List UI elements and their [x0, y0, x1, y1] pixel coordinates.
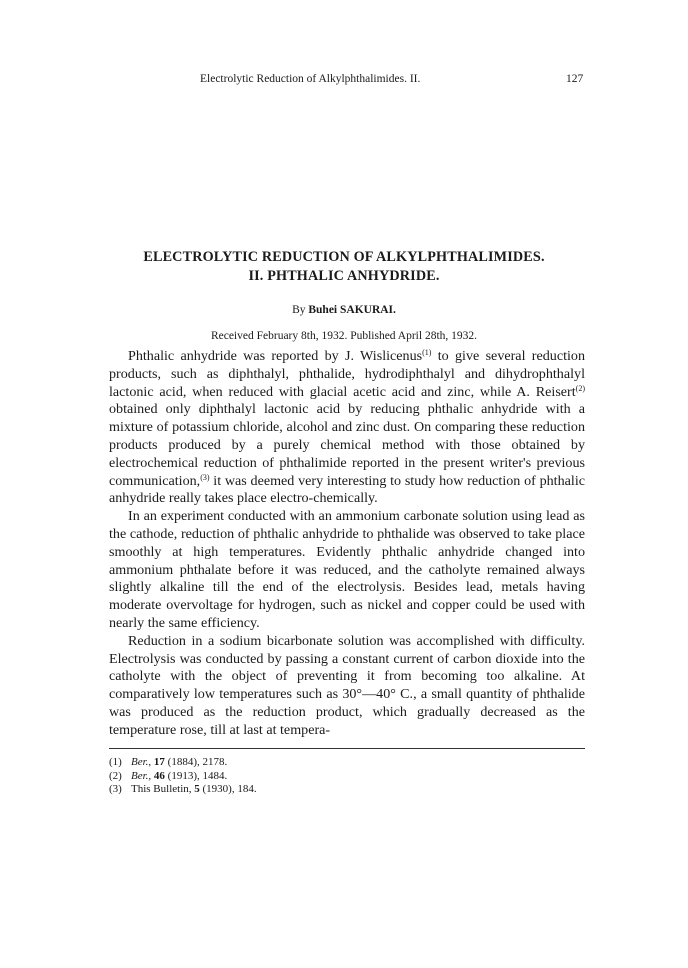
footnote-ref-2: (2) [575, 383, 585, 393]
footnote-citation: (1884), 2178. [167, 756, 228, 768]
author-name: Buhei SAKURAI. [308, 304, 396, 316]
paragraph-1-text-d: it was deemed very interesting to study how reduction of phthalic anhydride really takes place electro-chemically. [109, 472, 585, 507]
footnote-volume: 17 [153, 756, 165, 768]
footnote-journal: Ber., [131, 756, 152, 768]
footnote-journal: This Bulletin, [131, 783, 192, 795]
article-title-line-1: ELECTROLYTIC REDUCTION OF ALKYLPHTHALIMIDES. [143, 249, 545, 265]
footnote-number: (1) [109, 756, 122, 768]
footnote-2 [109, 770, 585, 784]
article-title-line-2: II. PHTHALIC ANHYDRIDE. [248, 268, 440, 284]
paragraph-1 [109, 348, 585, 508]
footnote-ref-3: (3) [200, 472, 210, 482]
footnote-divider [109, 748, 585, 749]
paragraph-1-text-b: to give several reduction products, such as diphthalyl, phthalide, hydrodiphthalyl and dihydrophthalyl lactonic acid, when reduced with glacial acetic acid and zinc, while A. Reisert [109, 348, 586, 400]
footnote-citation: (1930), 184. [202, 783, 257, 795]
footnote-volume: 46 [153, 769, 165, 782]
paragraph-1-text-a: Phthalic anhydride was reported by J. Wislicenus [128, 348, 423, 364]
running-title: Electrolytic Reduction of Alkylphthalimides. II. [200, 73, 421, 85]
footnote-ref-1: (1) [422, 348, 432, 357]
received-published-dates: Received February 8th, 1932. Published April 28th, 1932. [210, 330, 478, 342]
paragraph-2: In an experiment conducted with an ammonium carbonate solution using lead as the cathode, reduction of phthalic anhydride to phthalide was observed to take place smoothly at high temperatures. Evidently phthalic anhydride changed into ammonium phthalate before it was reduced, and the catholyte remained always slightly alkaline till the end of the electrolysis. Besides lead, metals having moderate overvoltage for hydrogen, such as nickel and copper could be used with nearly the same efficiency. [109, 508, 585, 631]
article-body [109, 348, 585, 740]
byline-prefix: By [292, 304, 306, 316]
footnote-citation: (1913), 1484. [167, 769, 228, 782]
byline [0, 304, 688, 316]
footnote-volume: 5 [194, 783, 200, 795]
footnote-number: (2) [109, 769, 122, 782]
footnotes [109, 756, 585, 797]
paragraph-3: Reduction in a sodium bicarbonate solution was accomplished with difficulty. Electrolysis was conducted by passing a constant current of carbon dioxide into the catholyte with the object of preventing it from becoming too alkaline. At comparatively low temperatures such as 30°—40° C., a small quantity of phthalide was produced as the reduction product, which gradually decreased as the temperature rose, till at last at tempera- [109, 632, 585, 738]
article-heading [0, 248, 688, 342]
footnote-journal: Ber., [131, 769, 152, 782]
footnote-3 [109, 783, 585, 797]
footnote-number: (3) [109, 783, 122, 795]
footnote-1 [109, 756, 585, 770]
page-number: 127 [566, 73, 584, 85]
paragraph-1-text-c: obtained only diphthalyl lactonic acid by reducing phthalic anhydride with a mixture of potassium chloride, alcohol and zinc dust. On comparing these reduction products produced by a purely chemical method with those obtained by electrochemical reduction of phthalimide reported in the present writer's previous communication, [109, 401, 585, 489]
